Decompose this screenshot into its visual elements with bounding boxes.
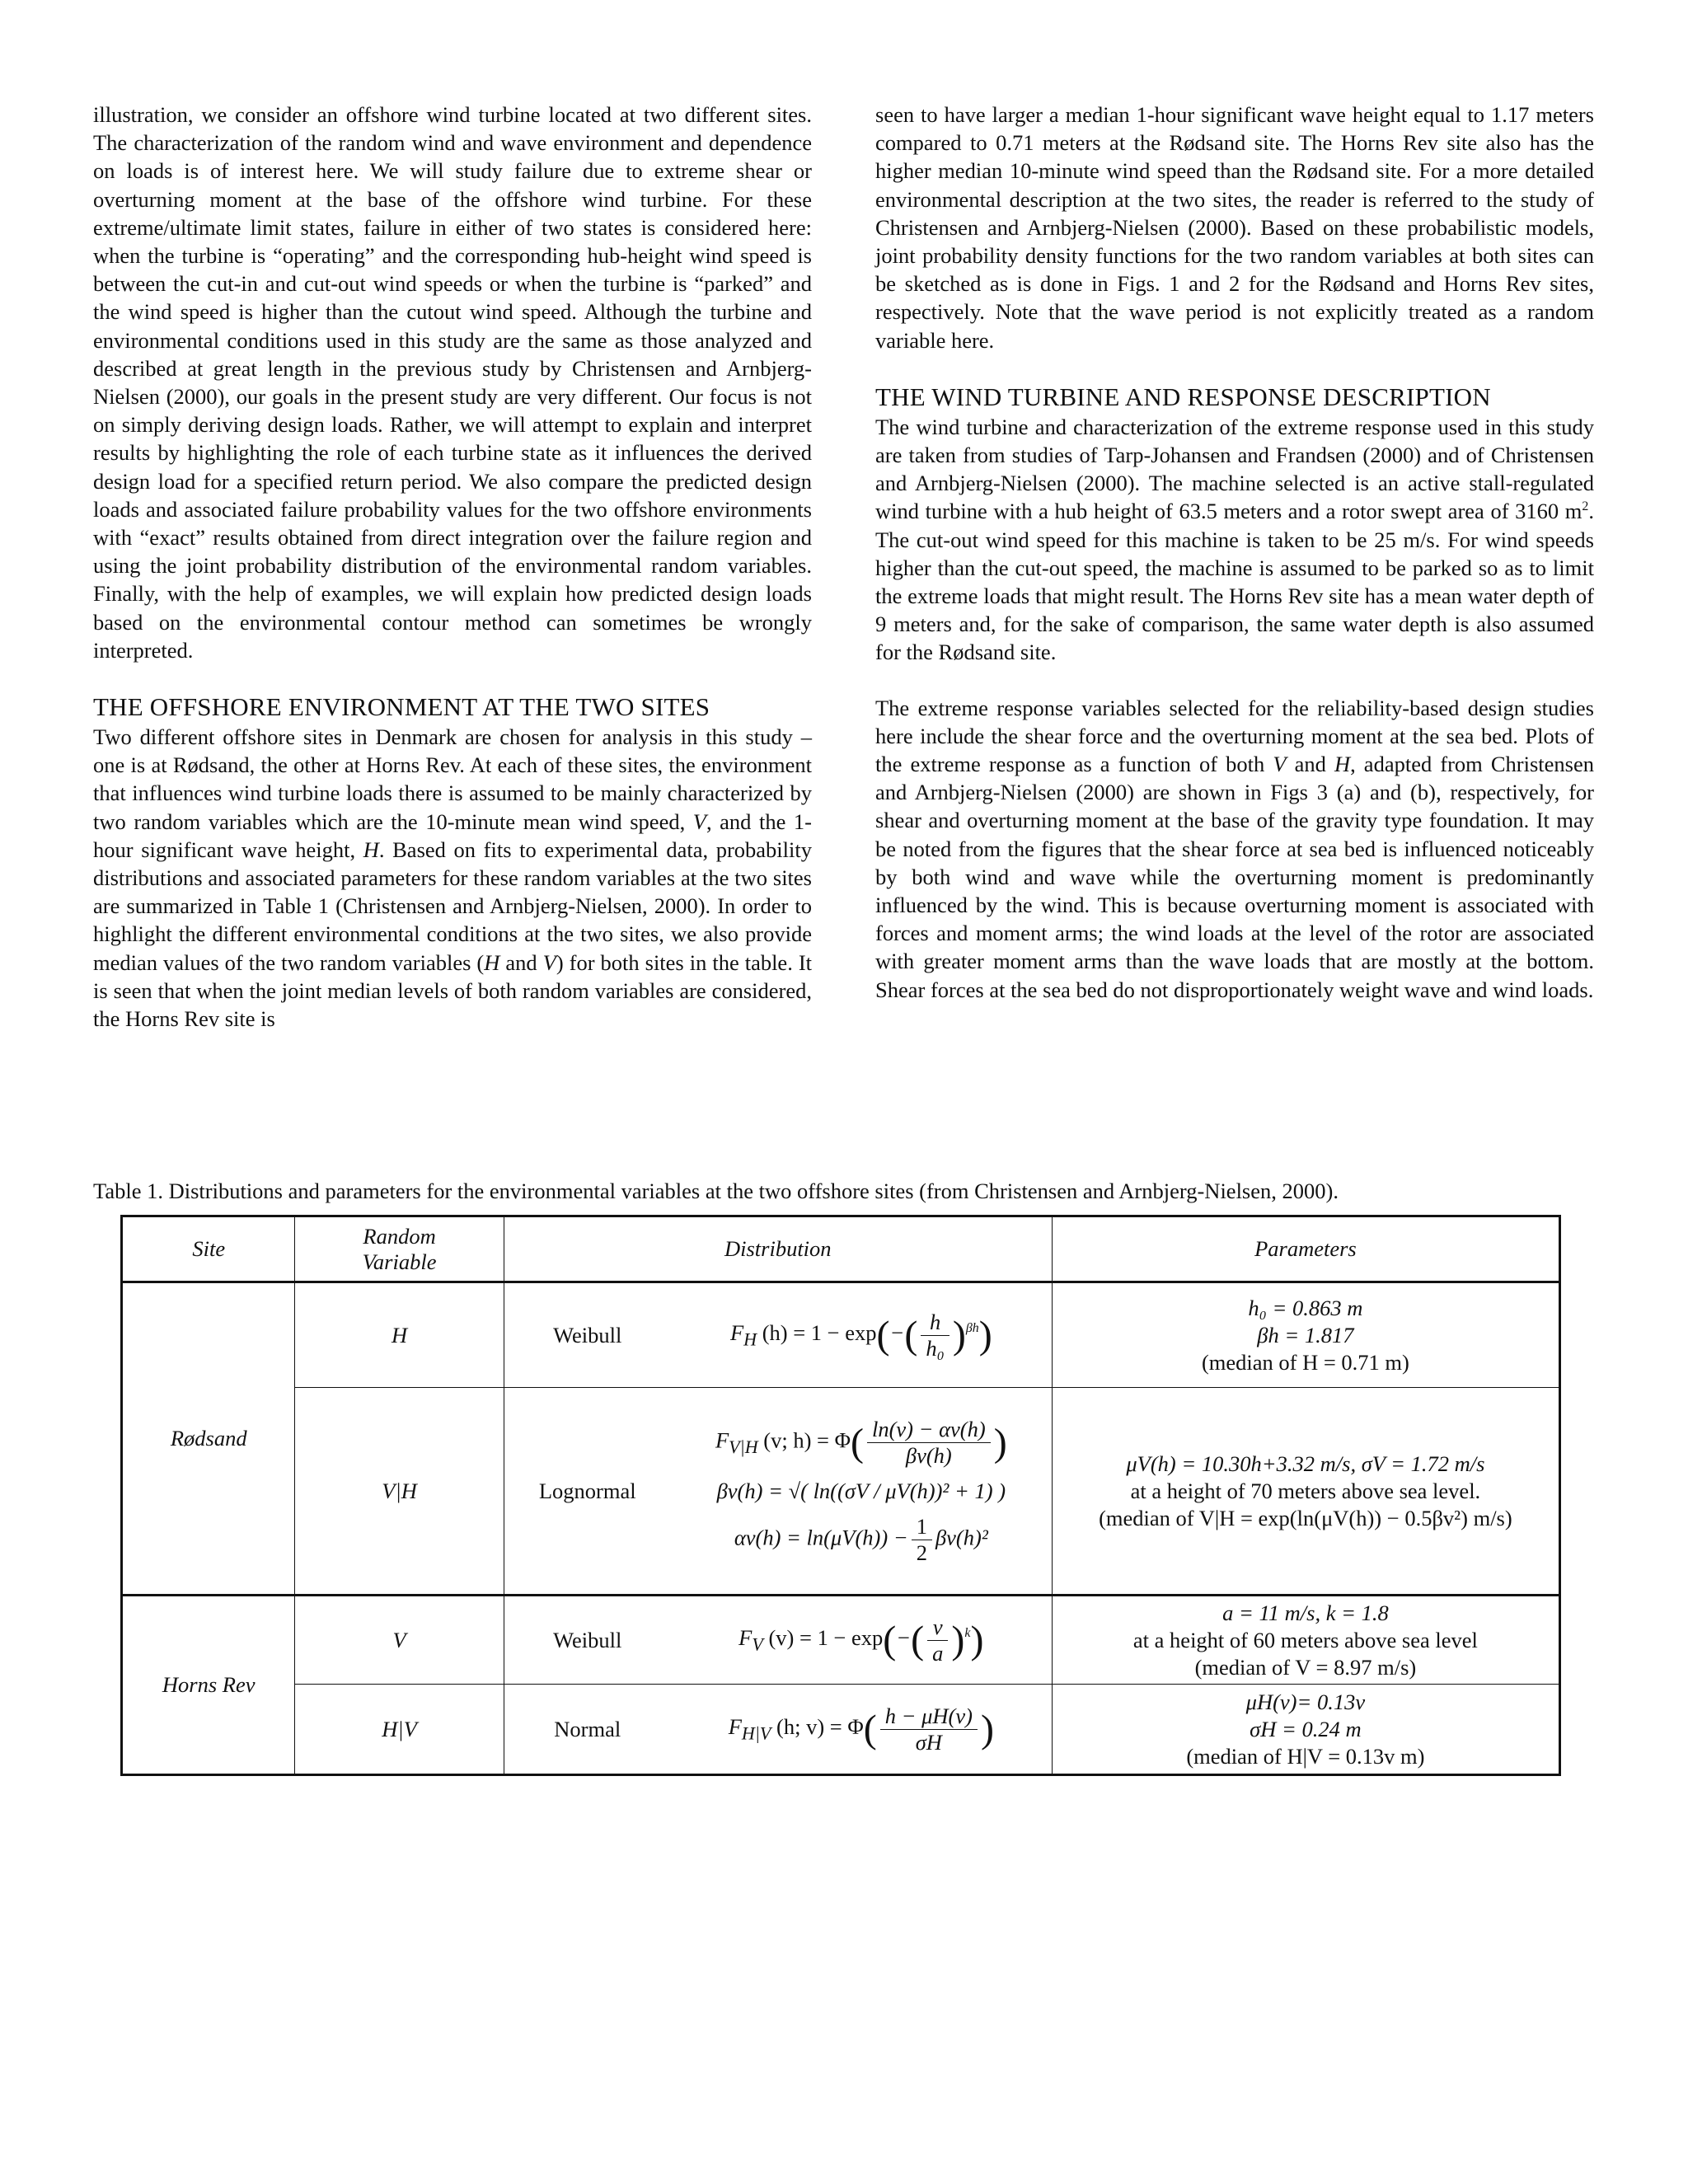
distribution-name-cell: Weibull [553,1322,622,1347]
right-paragraph-3: The extreme response variables selected for the reliability-based design studies here include the shear force and the overturning moment at the sea bed. Plots of the extreme response as a function of both V and H, adapted from Christensen and Arnbjerg-Nielsen (2000) are shown in Figs 3 (a) and (b), respectively, for shear and overturning moment at the base of the gravity type foundation. It may be noted from the figures that the shear force at sea bed is influenced noticeably by both wind and wave while the overturning moment is predominantly influenced by the wind. This is because overturning moment is associated with forces and moment arms; the wind loads at the level of the rotor are associated with greater moment arms than the wave loads that are mostly at the bottom. Shear forces at the sea bed do not disproportionately weight wave and wind loads. [875,695,1594,1002]
parameters-cell: a = 11 m/s, k = 1.8 at a height of 60 meters above sea level (median of V = 8.97 m/s) [1052,1596,1559,1685]
right-paragraph-2: The wind turbine and characterization of the extreme response used in this study are taken from studies of Tarp-Johansen and Frandsen (2000) and of Christensen and Arnbjerg-Nielsen (2000). The machine selected is an active stall-regulated wind turbine with a hub height of 63.5 meters and a rotor swept area of 3160 $m^2$. The cut-out wind speed for this machine is taken to be 25 m/s. For wind speeds higher than the cut-out speed, the machine is assumed to be parked so as to limit the extreme loads that might result. The Horns Rev site has a mean water depth of 9 meters and, for the sake of comparison, the same water depth is also assumed for the Rødsand site. [875,414,1594,665]
variable-cell: H [295,1282,504,1388]
distribution-name-cell: Lognormal [504,1388,671,1596]
formula-cell: $F_{V|H}$ (v; h) = Φ( $\frac{\ln(v) - \alpha v(h)}{\beta v(h)}$ ) βv(h) = √( ln((σV / μV(h))² + 1) ) αv(h) = ln(μV(h)) − $\frac{1}{2}$ βv(h)² [671,1388,1053,1596]
distribution-name-cell: Normal [504,1685,671,1775]
header-parameters: Parameters [1052,1216,1559,1282]
distribution-table [120,1215,1561,1776]
right-column [875,101,1594,1004]
parameters-cell: μV(h) = 10.30h+3.32 m/s, σV = 1.72 m/s at a height of 70 meters above sea level. (median of V|H = exp(ln(μV(h)) − 0.5βv²) m/s) [1052,1388,1559,1596]
left-paragraph-1: illustration, we consider an offshore wind turbine located at two different sites. The characterization of the random wind and wave environment and dependence on loads is of interest here. We will study failure due to extreme shear or overturning moment at the base of the offshore wind turbine. For these extreme/ultimate limit states, failure in either of two states is considered here: when the turbine is “operating” and the corresponding hub-height wind speed is between the cut-in and cut-out wind speeds or when the turbine is “parked” and the wind speed is higher than the cutout wind speed. Although the turbine and environmental conditions used in this study are the same as those analyzed and described at great length in the previous study by Christensen and Arnbjerg-Nielsen (2000), our goals in the present study are very different. Our focus is not on simply deriving design loads. Rather, we will attempt to explain and interpret results by highlighting the role of each turbine state as it influences the derived design load for a specified return period. We also compare the predicted design loads and associated failure probability values for the two offshore environments with “exact” results obtained from direct integration over the failure region and using the joint probability distribution of the environmental random variables. Finally, with the help of examples, we will explain how predicted design loads based on the environmental contour method can sometimes be wrongly interpreted. [93,102,812,663]
distribution-name-cell: Weibull [553,1627,622,1652]
variable-cell: V|H [295,1388,504,1596]
formula-cell: $F_H$ (h) = 1 − exp(−( $\frac{h}{\text{h₀}}$ )$^{\beta h}$) [671,1282,1053,1388]
header-random-variable: Random Variable [295,1216,504,1282]
table-header-row [122,1216,1560,1282]
site-rodsand: Rødsand [122,1282,295,1596]
site-horns-rev: Horns Rev [122,1596,295,1775]
table-row [122,1282,1560,1388]
header-distribution: Distribution [504,1216,1052,1282]
parameters-cell: h₀ = 0.863 m βh = 1.817 (median of H = 0.71 m) [1052,1282,1559,1388]
left-paragraph-2: Two different offshore sites in Denmark are chosen for analysis in this study – one is at Rødsand, the other at Horns Rev. At each of these sites, the environment that influences wind turbine loads there is assumed to be mainly characterized by two random variables which are the 10-minute mean wind speed, V, and the 1-hour significant wave height, H. Based on fits to experimental data, probability distributions and associated parameters for these random variables at the two sites are summarized in Table 1 (Christensen and Arnbjerg-Nielsen, 2000). In order to highlight the different environmental conditions at the two sites, we also provide median values of the two random variables (H and V) for both sites in the table. It is seen that when the joint median levels of both random variables are considered, the Horns Rev site is [93,724,813,1032]
left-column [93,101,812,1033]
table-row [122,1596,1560,1685]
table-row [122,1388,1560,1596]
parameters-cell: μH(v)= 0.13v σH = 0.24 m (median of H|V = 0.13v m) [1052,1685,1559,1775]
formula-cell: $F_{H|V}$ (h; v) = Φ( $\frac{h - \mu H(v)}{\sigma H}$ ) [671,1685,1053,1775]
header-site: Site [122,1216,295,1282]
table-row [122,1685,1560,1775]
section-heading-wind-turbine: THE WIND TURBINE AND RESPONSE DESCRIPTION [875,382,1491,411]
formula-cell: $F_V$ (v) = 1 − exp(−( $\frac{v}{a}$ )$^k$) [671,1596,1053,1685]
variable-cell: H|V [295,1685,504,1775]
right-paragraph-1: seen to have larger a median 1-hour significant wave height equal to 1.17 meters compared to 0.71 meters at the Rødsand site. The Horns Rev site also has the higher median 10-minute wind speed than the Rødsand site. For a more detailed environmental description at the two sites, the reader is referred to the study of Christensen and Arnbjerg-Nielsen (2000). Based on these probabilistic models, joint probability density functions for the two random variables at both sites can be sketched as is done in Figs. 1 and 2 for the Rødsand and Horns Rev sites, respectively. Note that the wave period is not explicitly treated as a random variable here. [875,102,1594,353]
table-caption: Table 1. Distributions and parameters for the environmental variables at the two offshore sites (from Christensen and Arnbjerg-Nielsen, 2000). [93,1179,1339,1203]
section-heading-offshore-environment: THE OFFSHORE ENVIRONMENT AT THE TWO SITES [93,692,710,722]
variable-cell: V [295,1596,504,1685]
